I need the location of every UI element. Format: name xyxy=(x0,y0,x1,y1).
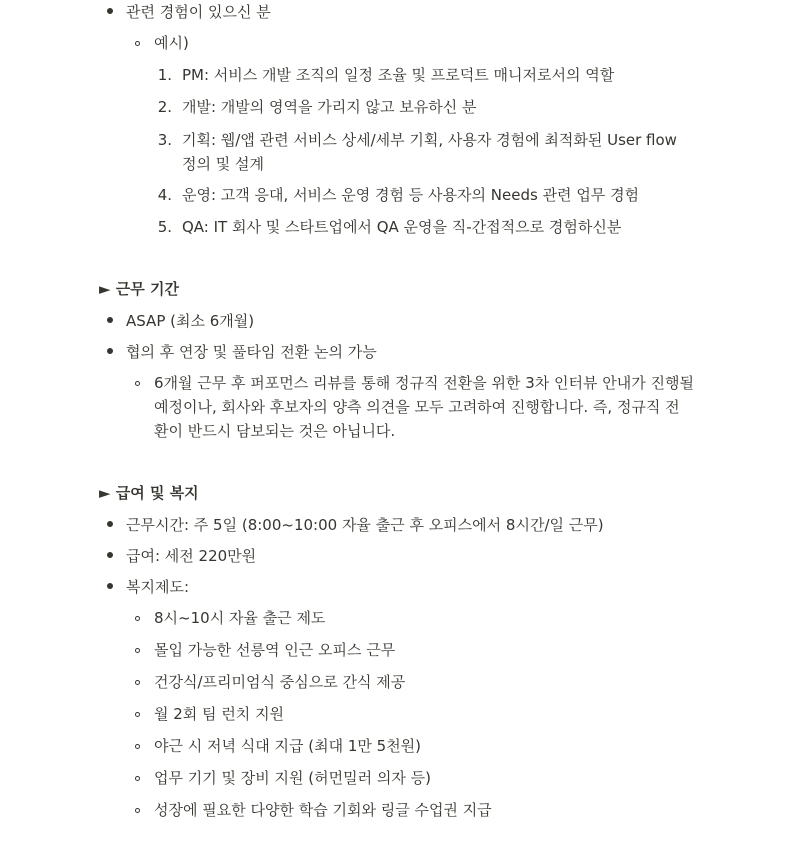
list-number: 3. xyxy=(157,131,172,149)
experience-bullet: 관련 경험이 있으신 분 xyxy=(126,3,271,21)
bullet-circle-icon xyxy=(135,744,140,749)
benefits-bullet: 급여: 세전 220만원 xyxy=(126,547,257,565)
list-number: 2. xyxy=(157,98,172,116)
welfare-item: 업무 기기 및 장비 지원 (허먼밀러 의자 등) xyxy=(154,769,431,787)
list-item: 운영: 고객 응대, 서비스 운영 경험 등 사용자의 Needs 관련 업무 경험 xyxy=(182,186,640,204)
benefits-bullet: 근무시간: 주 5일 (8:00~10:00 자율 출근 후 오피스에서 8시간/일 근무) xyxy=(126,516,604,534)
bullet-circle-icon xyxy=(135,41,140,46)
experience-sub-bullet: 예시) xyxy=(154,34,189,52)
list-number: 5. xyxy=(157,218,172,236)
bullet-circle-icon xyxy=(135,680,140,685)
bullet-disc-icon xyxy=(107,348,113,354)
welfare-item: 건강식/프리미엄식 중심으로 간식 제공 xyxy=(154,673,406,691)
bullet-circle-icon xyxy=(135,616,140,621)
list-number: 1. xyxy=(157,66,172,84)
bullet-disc-icon xyxy=(107,583,113,589)
list-item: 기획: 웹/앱 관련 서비스 상세/세부 기획, 사용자 경험에 최적화된 User flow 정의 및 설계 xyxy=(182,131,677,173)
period-bullet: 협의 후 연장 및 풀타임 전환 논의 가능 xyxy=(126,343,377,361)
list-item: 개발: 개발의 영역을 가리지 않고 보유하신 분 xyxy=(182,98,477,116)
bullet-circle-icon xyxy=(135,648,140,653)
bullet-circle-icon xyxy=(135,808,140,813)
welfare-item: 야근 시 저녁 식대 지급 (최대 1만 5천원) xyxy=(154,737,422,755)
bullet-circle-icon xyxy=(135,712,140,717)
welfare-item: 성장에 필요한 다양한 학습 기회와 링글 수업권 지급 xyxy=(154,801,492,819)
list-number: 4. xyxy=(157,186,172,204)
welfare-item: 8시~10시 자율 출근 제도 xyxy=(154,609,326,627)
benefits-bullet: 복지제도: xyxy=(126,578,190,596)
bullet-circle-icon xyxy=(135,381,140,386)
section-heading-benefits: ► 급여 및 복지 xyxy=(99,484,199,502)
bullet-disc-icon xyxy=(107,8,113,14)
welfare-item: 월 2회 팀 런치 지원 xyxy=(154,705,285,723)
section-heading-period: ► 근무 기간 xyxy=(99,280,179,298)
bullet-disc-icon xyxy=(107,317,113,323)
list-item: QA: IT 회사 및 스타트업에서 QA 운영을 직-간접적으로 경험하신분 xyxy=(182,218,622,236)
bullet-circle-icon xyxy=(135,776,140,781)
welfare-item: 몰입 가능한 선릉역 인근 오피스 근무 xyxy=(154,641,396,659)
bullet-disc-icon xyxy=(107,552,113,558)
period-bullet: ASAP (최소 6개월) xyxy=(126,312,255,330)
period-sub-bullet: 6개월 근무 후 퍼포먼스 리뷰를 통해 정규직 전환을 위한 3차 인터뷰 안내가 진행될 예정이나, 회사와 후보자의 양측 의견을 모두 고려하여 진행합니다. 즉, 정규직 전환이 반드시 담보되는 것은 아닙니다. xyxy=(154,374,694,440)
bullet-disc-icon xyxy=(107,521,113,527)
list-item: PM: 서비스 개발 조직의 일정 조율 및 프로덕트 매니저로서의 역할 xyxy=(182,66,615,84)
